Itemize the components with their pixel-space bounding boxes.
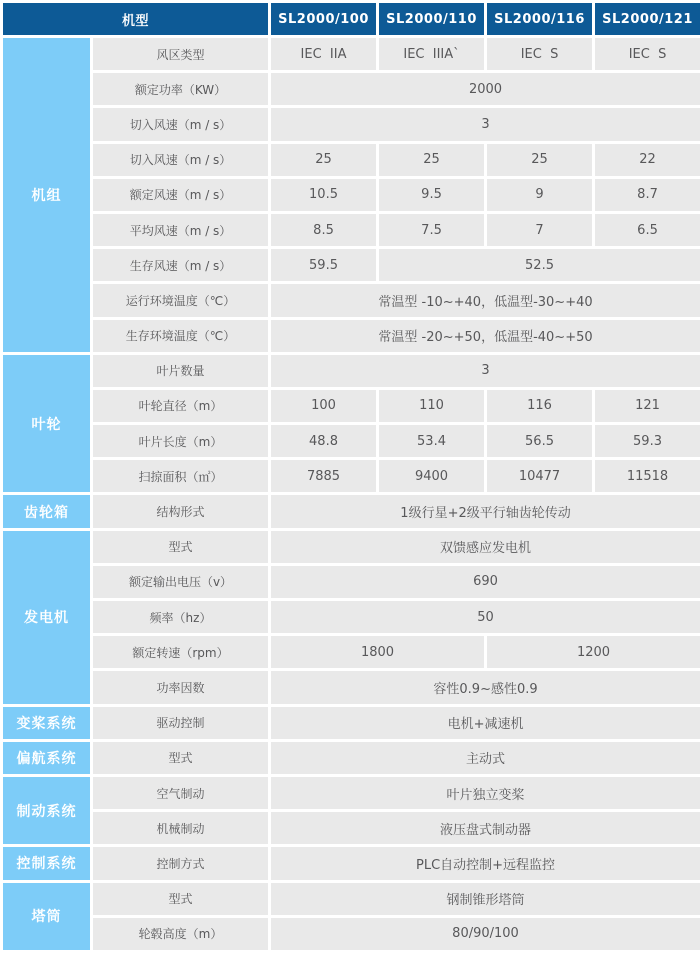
value-cell: 121 xyxy=(594,388,700,423)
table-row xyxy=(2,72,700,107)
table-row xyxy=(2,740,700,775)
table-row xyxy=(2,811,700,846)
param-label-cell: 平均风速（m / s） xyxy=(92,212,270,247)
value-cell: 50 xyxy=(270,600,700,635)
value-cell: 22 xyxy=(594,142,700,177)
value-cell: 116 xyxy=(486,388,594,423)
value-cell: 3 xyxy=(270,353,700,388)
value-cell: 1200 xyxy=(486,635,700,670)
table-row xyxy=(2,212,700,247)
table-row xyxy=(2,881,700,916)
value-cell: IEC S xyxy=(594,37,700,72)
value-cell: 100 xyxy=(270,388,378,423)
table-row xyxy=(2,107,700,142)
table-row xyxy=(2,459,700,494)
value-cell: 7 xyxy=(486,212,594,247)
param-label-cell: 风区类型 xyxy=(92,37,270,72)
table-row xyxy=(2,353,700,388)
model-column-header: SL2000/110 xyxy=(378,2,486,37)
value-cell: 110 xyxy=(378,388,486,423)
section-label-cell: 发电机 xyxy=(2,529,92,705)
value-cell: 56.5 xyxy=(486,424,594,459)
section-label-cell: 制动系统 xyxy=(2,775,92,845)
table-row xyxy=(2,846,700,881)
table-row xyxy=(2,916,700,951)
value-cell: 59.5 xyxy=(270,248,378,283)
value-cell: 电机+减速机 xyxy=(270,705,700,740)
param-label-cell: 额定转速（rpm） xyxy=(92,635,270,670)
table-row xyxy=(2,177,700,212)
param-label-cell: 扫掠面积（㎡） xyxy=(92,459,270,494)
param-label-cell: 运行环境温度（℃） xyxy=(92,283,270,318)
table-row xyxy=(2,775,700,810)
param-label-cell: 功率因数 xyxy=(92,670,270,705)
value-cell: 3 xyxy=(270,107,700,142)
value-cell: 6.5 xyxy=(594,212,700,247)
value-cell: 1级行星+2级平行轴齿轮传动 xyxy=(270,494,700,529)
table-row xyxy=(2,37,700,72)
value-cell: 9 xyxy=(486,177,594,212)
param-label-cell: 型式 xyxy=(92,740,270,775)
header-row xyxy=(2,2,700,37)
table-row xyxy=(2,494,700,529)
param-label-cell: 驱动控制 xyxy=(92,705,270,740)
spec-table-body xyxy=(2,37,700,952)
value-cell: 48.8 xyxy=(270,424,378,459)
value-cell: 9.5 xyxy=(378,177,486,212)
table-row xyxy=(2,705,700,740)
param-label-cell: 频率（hz） xyxy=(92,600,270,635)
param-label-cell: 叶轮直径（m） xyxy=(92,388,270,423)
value-cell: 80/90/100 xyxy=(270,916,700,951)
param-label-cell: 生存风速（m / s） xyxy=(92,248,270,283)
value-cell: 8.7 xyxy=(594,177,700,212)
value-cell: 25 xyxy=(270,142,378,177)
value-cell: PLC自动控制+远程监控 xyxy=(270,846,700,881)
param-label-cell: 额定输出电压（v） xyxy=(92,564,270,599)
value-cell: 主动式 xyxy=(270,740,700,775)
param-label-cell: 空气制动 xyxy=(92,775,270,810)
table-row xyxy=(2,142,700,177)
value-cell: 690 xyxy=(270,564,700,599)
model-column-header: SL2000/116 xyxy=(486,2,594,37)
table-row xyxy=(2,670,700,705)
value-cell: 53.4 xyxy=(378,424,486,459)
section-label-cell: 控制系统 xyxy=(2,846,92,881)
value-cell: 9400 xyxy=(378,459,486,494)
param-label-cell: 机械制动 xyxy=(92,811,270,846)
section-label-cell: 塔筒 xyxy=(2,881,92,952)
table-row xyxy=(2,529,700,564)
table-row xyxy=(2,564,700,599)
value-cell: IEC S xyxy=(486,37,594,72)
param-label-cell: 额定功率（KW） xyxy=(92,72,270,107)
value-cell: 59.3 xyxy=(594,424,700,459)
value-cell: 2000 xyxy=(270,72,700,107)
value-cell: 10.5 xyxy=(270,177,378,212)
value-cell: 叶片独立变桨 xyxy=(270,775,700,810)
section-label-cell: 偏航系统 xyxy=(2,740,92,775)
value-cell: 7.5 xyxy=(378,212,486,247)
section-label-cell: 变桨系统 xyxy=(2,705,92,740)
value-cell: 25 xyxy=(486,142,594,177)
value-cell: 钢制锥形塔筒 xyxy=(270,881,700,916)
table-row xyxy=(2,600,700,635)
table-row xyxy=(2,424,700,459)
section-label-cell: 叶轮 xyxy=(2,353,92,494)
section-label-cell: 机组 xyxy=(2,37,92,354)
table-row xyxy=(2,318,700,353)
value-cell: 双馈感应发电机 xyxy=(270,529,700,564)
param-label-cell: 型式 xyxy=(92,881,270,916)
value-cell: 1800 xyxy=(270,635,486,670)
value-cell: 10477 xyxy=(486,459,594,494)
param-label-cell: 轮毂高度（m） xyxy=(92,916,270,951)
model-column-header: SL2000/100 xyxy=(270,2,378,37)
value-cell: 常温型 -10~+40，低温型-30~+40 xyxy=(270,283,700,318)
param-label-cell: 切入风速（m / s） xyxy=(92,142,270,177)
model-header-label: 机型 xyxy=(2,2,270,37)
value-cell: 25 xyxy=(378,142,486,177)
table-row xyxy=(2,248,700,283)
param-label-cell: 叶片数量 xyxy=(92,353,270,388)
param-label-cell: 额定风速（m / s） xyxy=(92,177,270,212)
value-cell: 液压盘式制动器 xyxy=(270,811,700,846)
table-row xyxy=(2,283,700,318)
value-cell: 常温型 -20~+50，低温型-40~+50 xyxy=(270,318,700,353)
table-row xyxy=(2,388,700,423)
param-label-cell: 型式 xyxy=(92,529,270,564)
value-cell: IEC IIA xyxy=(270,37,378,72)
param-label-cell: 生存环境温度（℃） xyxy=(92,318,270,353)
value-cell: 52.5 xyxy=(378,248,700,283)
value-cell: 容性0.9~感性0.9 xyxy=(270,670,700,705)
param-label-cell: 叶片长度（m） xyxy=(92,424,270,459)
value-cell: IEC IIIA` xyxy=(378,37,486,72)
value-cell: 7885 xyxy=(270,459,378,494)
value-cell: 8.5 xyxy=(270,212,378,247)
param-label-cell: 切入风速（m / s） xyxy=(92,107,270,142)
table-row xyxy=(2,635,700,670)
param-label-cell: 控制方式 xyxy=(92,846,270,881)
section-label-cell: 齿轮箱 xyxy=(2,494,92,529)
model-column-header: SL2000/121 xyxy=(594,2,700,37)
param-label-cell: 结构形式 xyxy=(92,494,270,529)
value-cell: 11518 xyxy=(594,459,700,494)
